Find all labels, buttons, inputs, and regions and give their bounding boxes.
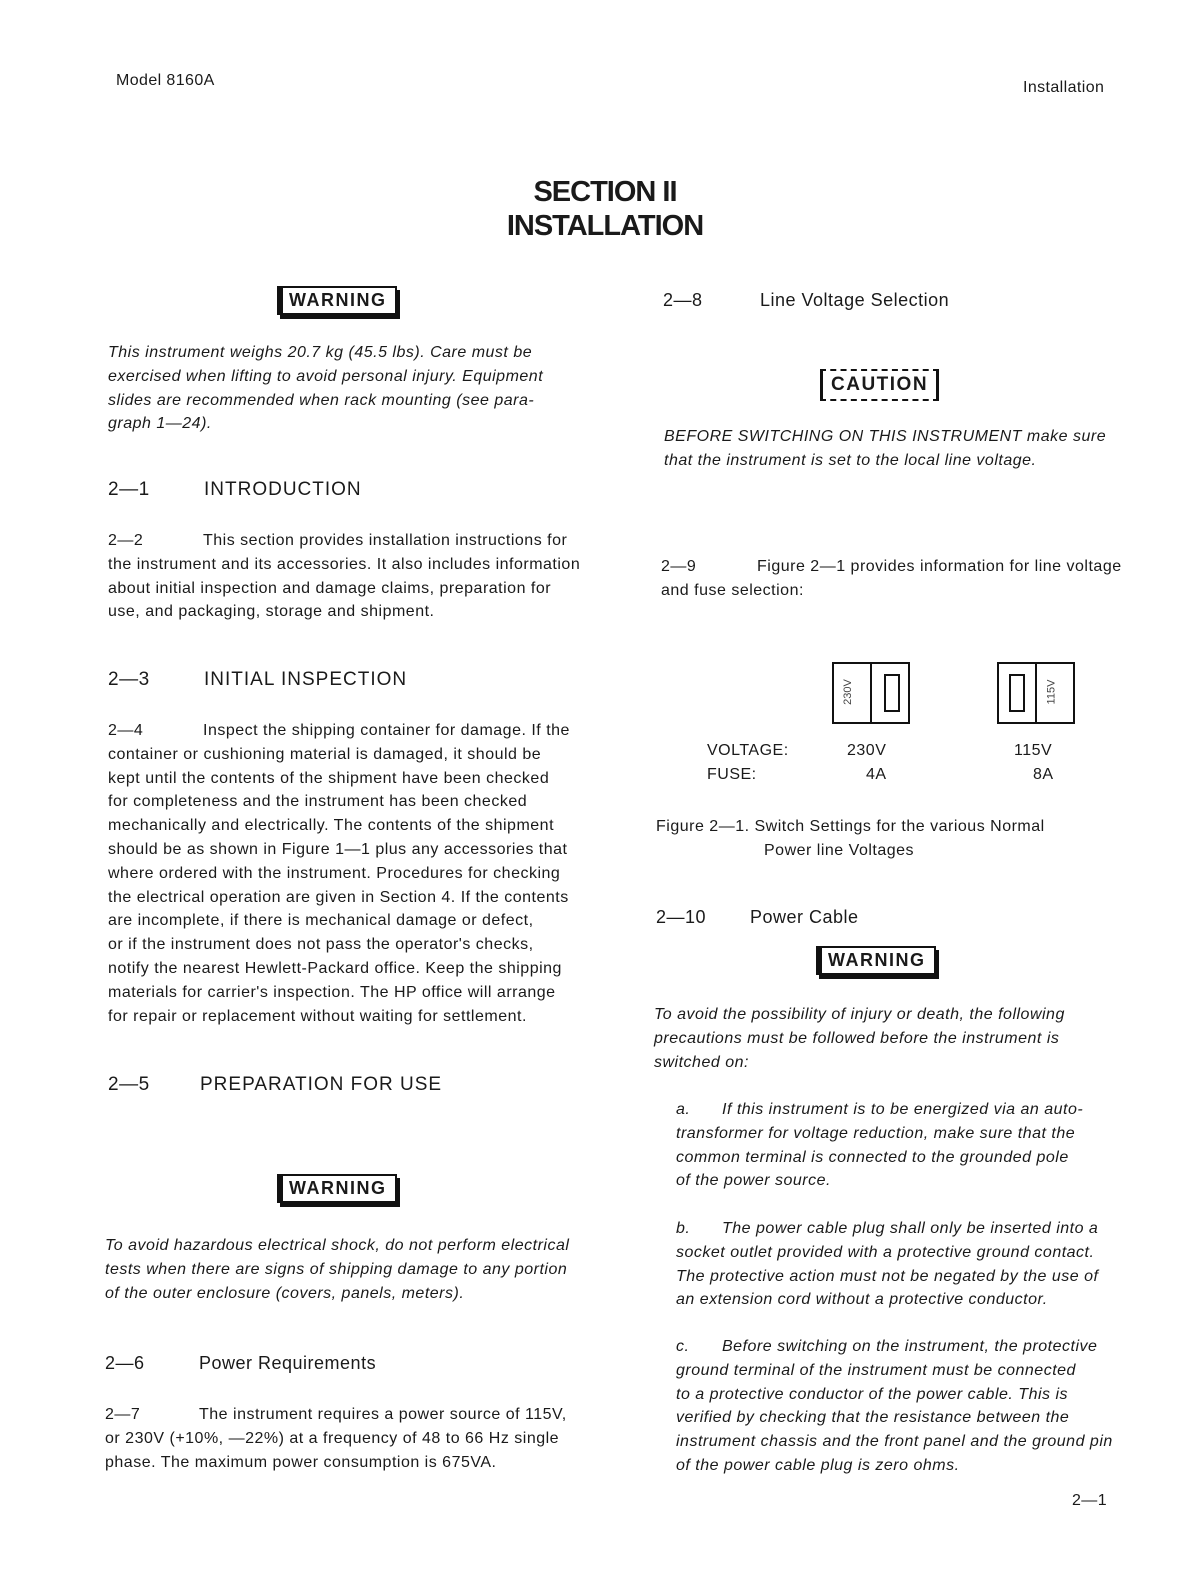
text-line: use, and packaging, storage and shipment. xyxy=(108,603,435,621)
precaution-item-a xyxy=(676,1098,1166,1193)
header-section: Installation xyxy=(1023,79,1105,96)
heading-line-voltage-selection: Line Voltage Selection xyxy=(760,290,950,310)
text-line: Inspect the shipping container for damage. If the xyxy=(203,722,570,739)
text-line: Before switching on the instrument, the protective xyxy=(722,1338,1098,1355)
text-line: notify the nearest Hewlett-Packard office. Keep the shipping xyxy=(108,959,562,977)
text-line: of the power source. xyxy=(676,1172,831,1190)
fuse-value-1: 4A xyxy=(866,766,887,783)
heading-power-cable: Power Cable xyxy=(750,907,859,927)
caution-text xyxy=(664,425,1164,473)
voltage-value-1: 230V xyxy=(847,742,887,759)
heading-number-2-10: 2—10 xyxy=(656,907,707,927)
text-line: BEFORE SWITCHING ON THIS INSTRUMENT make sure xyxy=(664,428,1107,445)
text-line: about initial inspection and damage claims, preparation for xyxy=(108,579,552,597)
voltage-label: VOLTAGE: xyxy=(707,742,789,759)
switch-knob-icon xyxy=(884,674,900,712)
text-line: slides are recommended when rack mounting (see para- xyxy=(108,391,535,409)
paragraph-2-2 xyxy=(108,529,648,624)
text-line: common terminal is connected to the grounded pole xyxy=(676,1148,1069,1166)
text-line: precautions must be followed before the instrument is xyxy=(654,1029,1060,1047)
text-line: This instrument weighs 20.7 kg (45.5 lbs). Care must be xyxy=(108,344,533,361)
text-line: container or cushioning material is damaged, it should be xyxy=(108,745,542,763)
text-line: an extension cord without a protective conductor. xyxy=(676,1291,1048,1309)
heading-number: 2—1 xyxy=(108,479,150,500)
paragraph-number: 2—2 xyxy=(108,532,144,549)
text-line: and fuse selection: xyxy=(661,581,804,599)
text-line: transformer for voltage reduction, make sure that the xyxy=(676,1124,1076,1142)
figure-caption-line2: Power line Voltages xyxy=(764,842,915,859)
warning-text-shock xyxy=(105,1234,645,1305)
heading-number-2-8: 2—8 xyxy=(663,290,703,310)
text-line: the instrument and its accessories. It also includes information xyxy=(108,555,581,573)
text-line: tests when there are signs of shipping damage to any portion xyxy=(105,1260,568,1278)
heading-power-requirements: Power Requirements xyxy=(199,1353,377,1373)
heading-introduction: INTRODUCTION xyxy=(204,479,362,500)
text-line: switched on: xyxy=(654,1053,749,1071)
text-line: The protective action must not be negated by the use of xyxy=(676,1267,1099,1285)
header-model: Model 8160A xyxy=(116,72,215,89)
warning-badge-weight: WARNING xyxy=(277,286,397,315)
precaution-item-b xyxy=(676,1217,1166,1312)
text-line: To avoid the possibility of injury or death, the following xyxy=(654,1006,1065,1023)
warning-badge-power-cable: WARNING xyxy=(816,946,936,975)
switch-knob-icon xyxy=(1009,674,1025,712)
text-line: Figure 2—1 provides information for line voltage xyxy=(757,558,1122,575)
switch-label-cell xyxy=(1035,664,1073,722)
page-number: 2—1 xyxy=(1072,1492,1107,1509)
switch-115v-illustration xyxy=(997,662,1075,724)
text-line: This section provides installation instructions for xyxy=(203,532,568,549)
item-letter: b. xyxy=(676,1220,691,1237)
text-line: The power cable plug shall only be inserted into a xyxy=(722,1220,1099,1237)
paragraph-2-7 xyxy=(105,1403,645,1474)
text-line: or 230V (+10%, —22%) at a frequency of 48 to 66 Hz single xyxy=(105,1429,560,1447)
precaution-item-c xyxy=(676,1335,1176,1478)
voltage-value-2: 115V xyxy=(1014,742,1053,759)
text-line: of the outer enclosure (covers, panels, meters). xyxy=(105,1284,465,1302)
heading-preparation-for-use: PREPARATION FOR USE xyxy=(200,1074,443,1095)
heading-number-2-5: 2—5 xyxy=(108,1074,150,1095)
text-line: for completeness and the instrument has been checked xyxy=(108,793,528,811)
fuse-label: FUSE: xyxy=(707,766,757,783)
section-title-line2: INSTALLATION xyxy=(506,210,704,242)
caution-badge: CAUTION xyxy=(820,369,939,401)
item-letter: c. xyxy=(676,1338,690,1355)
text-line: are incomplete, if there is mechanical damage or defect, xyxy=(108,912,534,930)
text-line: that the instrument is set to the local line voltage. xyxy=(664,451,1037,469)
warning-text-power-cable xyxy=(654,1003,1174,1074)
text-line: If this instrument is to be energized via an auto- xyxy=(722,1101,1084,1118)
warning-badge-shock: WARNING xyxy=(277,1174,397,1203)
text-line: kept until the contents of the shipment have been checked xyxy=(108,769,550,787)
text-line: mechanically and electrically. The contents of the shipment xyxy=(108,817,555,835)
switch-label-cell xyxy=(834,664,872,722)
switch-230v-illustration xyxy=(832,662,910,724)
text-line: for repair or replacement without waiting for settlement. xyxy=(108,1007,527,1025)
text-line: should be as shown in Figure 1—1 plus any accessories that xyxy=(108,840,568,858)
text-line: instrument chassis and the front panel and the ground pin xyxy=(676,1433,1113,1451)
text-line: to a protective conductor of the power cable. This is xyxy=(676,1385,1069,1403)
text-line: of the power cable plug is zero ohms. xyxy=(676,1456,960,1474)
switch-label: 115V xyxy=(1045,679,1058,705)
text-line: To avoid hazardous electrical shock, do not perform electrical xyxy=(105,1237,570,1254)
text-line: materials for carrier's inspection. The HP office will arrange xyxy=(108,983,556,1001)
section-title-line1: SECTION II xyxy=(533,176,677,208)
heading-initial-inspection: INITIAL INSPECTION xyxy=(204,669,408,690)
warning-text-weight xyxy=(108,341,648,436)
heading-2-1 xyxy=(108,479,150,501)
text-line: ground terminal of the instrument must be connected xyxy=(676,1361,1076,1379)
text-line: where ordered with the instrument. Procedures for checking xyxy=(108,864,561,882)
fuse-value-2: 8A xyxy=(1033,766,1054,783)
text-line: verified by checking that the resistance between the xyxy=(676,1409,1070,1427)
text-line: graph 1—24). xyxy=(108,415,212,433)
item-letter: a. xyxy=(676,1101,691,1118)
text-line: phase. The maximum power consumption is 675VA. xyxy=(105,1453,497,1471)
text-line: or if the instrument does not pass the operator's checks, xyxy=(108,936,534,954)
paragraph-number: 2—9 xyxy=(661,558,697,575)
text-line: The instrument requires a power source of 115V, xyxy=(199,1406,567,1423)
figure-caption-line1: Figure 2—1. Switch Settings for the various Normal xyxy=(656,818,1045,835)
text-line: the electrical operation are given in Section 4. If the contents xyxy=(108,888,569,906)
paragraph-number: 2—4 xyxy=(108,722,144,739)
heading-number-2-3: 2—3 xyxy=(108,669,150,690)
heading-number-2-6: 2—6 xyxy=(105,1353,145,1373)
paragraph-2-4 xyxy=(108,719,648,1028)
switch-label: 230V xyxy=(841,679,854,705)
paragraph-number: 2—7 xyxy=(105,1406,141,1423)
paragraph-2-9 xyxy=(661,555,1161,603)
text-line: socket outlet provided with a protective ground contact. xyxy=(676,1243,1095,1261)
text-line: exercised when lifting to avoid personal injury. Equipment xyxy=(108,367,544,385)
